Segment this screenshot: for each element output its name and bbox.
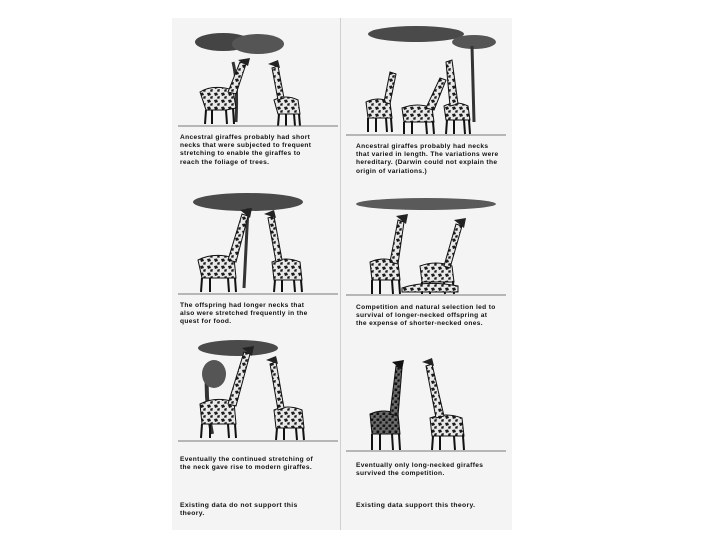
giraffe-left-icon — [370, 360, 404, 450]
lamarck-caption-2: The offspring had longer necks that also were stretched frequently in the quest for food. — [180, 302, 308, 326]
darwin-panel-1-illustration — [346, 22, 506, 138]
giraffe-3-icon — [444, 60, 470, 134]
darwin-verdict: Existing data support this theory. — [356, 502, 476, 509]
lamarck-panel-3-illustration — [178, 334, 338, 444]
fallen-giraffe-icon — [402, 283, 458, 292]
darwin-caption-1: Ancestral giraffes probably had necks that varied in length. The variations were hereditary. (Darwin could not explain the origin of variations.) — [356, 143, 499, 175]
foliage-icon — [356, 198, 496, 210]
darwin-caption-2: Competition and natural selection led to survival of longer-necked offspring at the expense of shorter-necked ones. — [356, 304, 496, 328]
giraffe-right-icon — [266, 356, 304, 440]
column-divider — [340, 18, 341, 530]
darwin-caption-3: Eventually only long-necked giraffes survived the competition. — [356, 462, 484, 478]
lamarck-caption-3: Eventually the continued stretching of the neck gave rise to modern giraffes. — [180, 456, 314, 472]
giraffe-1-icon — [366, 72, 396, 132]
giraffe-right-icon — [268, 60, 300, 126]
lamarck-panel-1-illustration — [178, 22, 338, 130]
giraffe-2-icon — [402, 78, 446, 134]
lamarck-panel-2-illustration — [178, 188, 338, 298]
giraffe-right-icon — [422, 358, 464, 450]
giraffe-left-icon — [370, 214, 408, 294]
giraffe-right-icon — [264, 210, 302, 292]
lamarck-caption-1: Ancestral giraffes probably had short necks that were subjected to frequent stretching to enable the giraffes to reach the foliage of trees. — [180, 134, 312, 166]
giraffe-left-icon — [200, 58, 250, 124]
lamarck-verdict: Existing data do not support this theory. — [180, 502, 298, 518]
darwin-panel-2-illustration — [346, 196, 506, 300]
giraffe-right-icon — [420, 218, 466, 294]
darwin-panel-3-illustration — [346, 352, 506, 456]
